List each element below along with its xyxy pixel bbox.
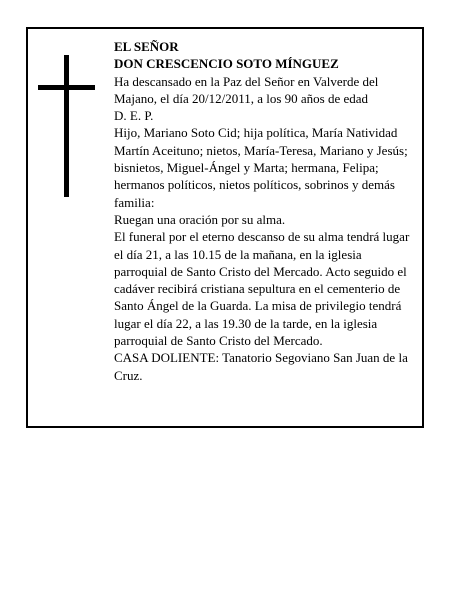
rip-text: D. E. P. [114,108,154,124]
obituary-heading: EL SEÑOR [114,39,179,54]
deceased-name: DON CRESCENCIO SOTO MÍNGUEZ [114,56,339,72]
obituary-text [114,38,414,384]
prayer-request: Ruegan una oración por su alma. [114,211,286,227]
funeral-details: El funeral por el eterno descanso de su alma tendrá lugar el día 21, a las 10.15 de la mañana, en la iglesia parroquial de Santo Cristo del Mercado. Acto seguido el cadáver recibirá cristiana sepultura en el cementerio de Santo Ángel de la Guarda. La misa de privilegio tendrá lugar el día 22, a las 19.30 de la tarde, en la iglesia parroquial de Santo Cristo del Mercado. [114,229,410,349]
cross-icon [38,55,95,197]
mourning-house: CASA DOLIENTE: Tanatorio Segoviano San Juan de la Cruz. [114,350,408,383]
death-notice: Ha descansado en la Paz del Señor en Valverde del Majano, el día 20/12/2011, a los 90 años de edad [114,73,379,106]
family-list: Hijo, Mariano Soto Cid; hija política, María Natividad Martín Aceituno; nietos, María-Teresa, Mariano y Jesús; bisnietos, Miguel-Ángel y Marta; hermana, Felipa; hermanos políticos, nietos políticos, sobrinos y demás familia: [114,125,408,210]
